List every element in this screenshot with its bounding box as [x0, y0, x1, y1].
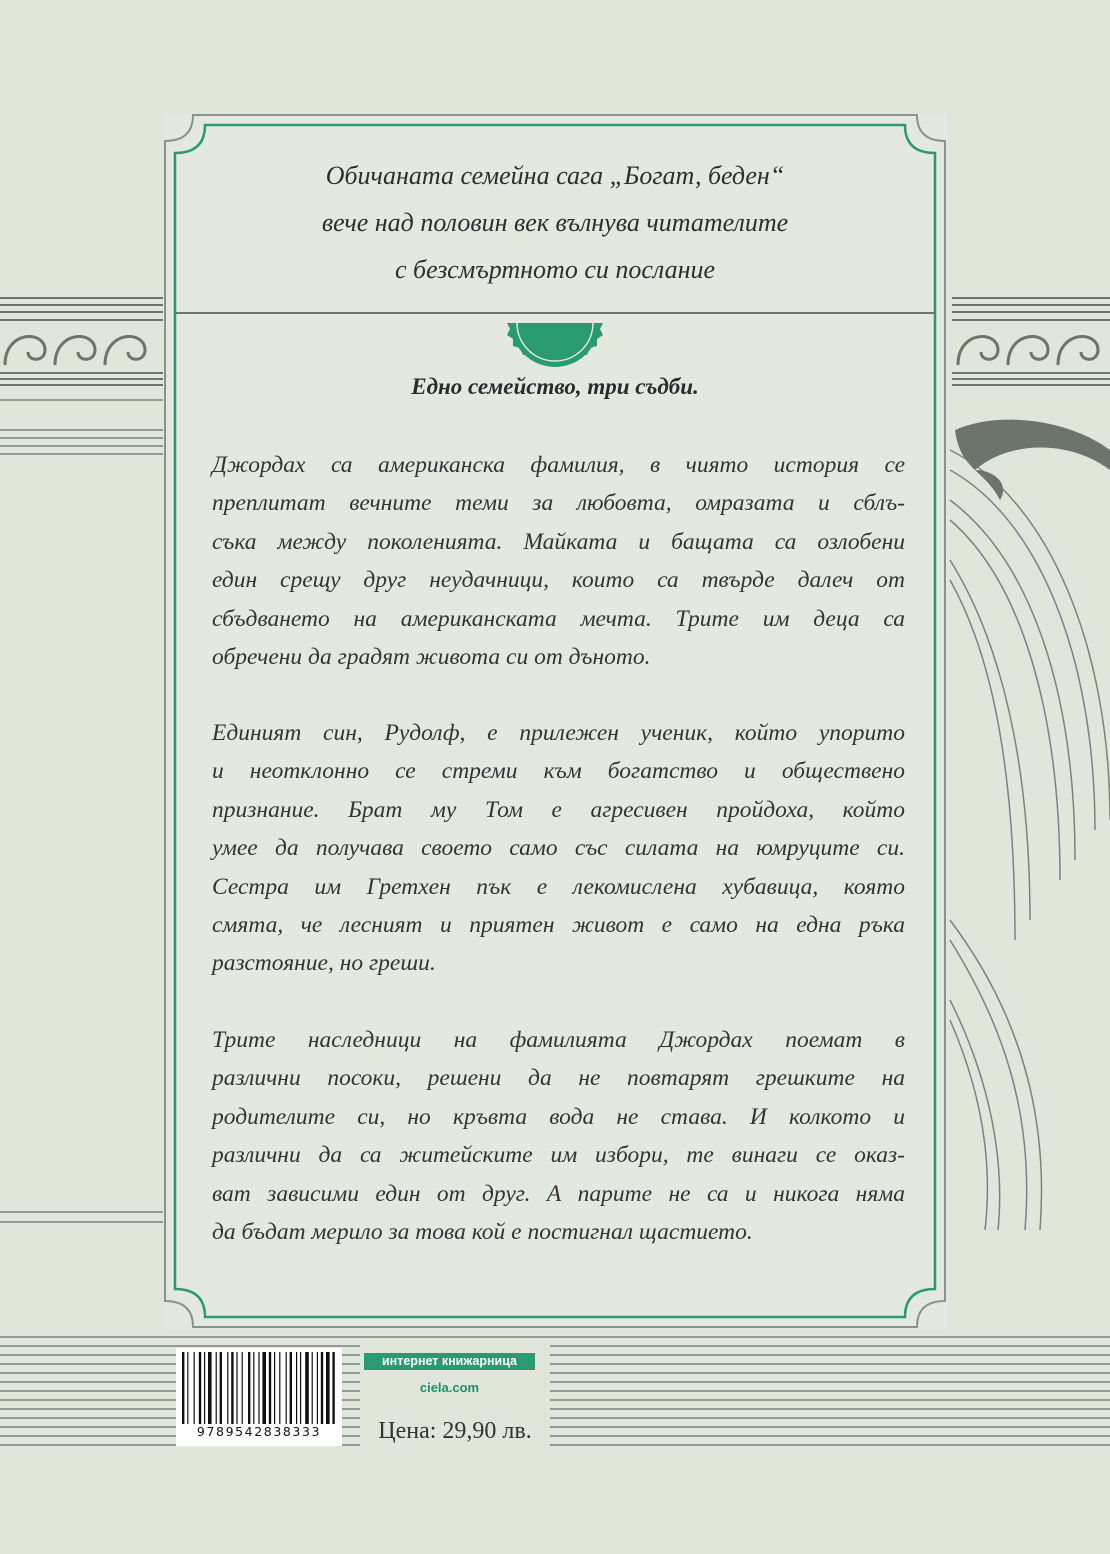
tagline: [195, 152, 915, 293]
paragraph-3: [212, 1021, 905, 1251]
barcode-bar: [312, 1352, 313, 1424]
text-line: да бъдат мерило за това кой е постигнал щастието.: [212, 1218, 753, 1245]
text-line: различни посоки, решени да не повтарят грешките на: [212, 1065, 905, 1092]
tagline-line: с безсмъртното си послание: [394, 255, 716, 284]
paragraph-2: [212, 714, 905, 983]
barcode-bar: [286, 1352, 287, 1424]
price: Цена: 29,90 лв.: [378, 1418, 532, 1444]
tagline-line: вече над половин век вълнува читателите: [321, 208, 789, 237]
barcode-bar: [208, 1352, 212, 1424]
barcode-bar: [236, 1352, 237, 1424]
text-line: преплитат вечните теми за любовта, омразата и сблъ-: [212, 490, 905, 517]
barcode-bar: [279, 1352, 280, 1424]
barcode-bar: [274, 1352, 275, 1424]
barcode-bar: [231, 1352, 233, 1424]
barcode-bar: [321, 1352, 323, 1424]
text-line: ват зависими един от друг. А парите не са и никога няма: [212, 1180, 905, 1207]
barcode-bar: [269, 1352, 271, 1424]
text-line: родителите си, но кръвта вода не става. И колкото и: [212, 1103, 905, 1130]
text-line: Трите наследници на фамилията Джордах поемат в: [212, 1027, 905, 1053]
text-line: съка между поколенията. Майката и бащата са озлобени: [212, 528, 905, 555]
text-line: признание. Брат му Том е агресивен пройдоха, който: [212, 796, 905, 823]
barcode-bar: [220, 1352, 222, 1424]
text-line: Единият син, Рудолф, е прилежен ученик, който упорито: [212, 720, 905, 746]
barcode-bar: [296, 1352, 297, 1424]
paragraph-1: [212, 446, 905, 676]
barcode-bar: [248, 1352, 250, 1424]
shop-url[interactable]: ciela.com: [419, 1380, 480, 1395]
barcode-bar: [305, 1352, 309, 1424]
barcode-bar: [326, 1352, 330, 1424]
barcode-bar: [290, 1352, 292, 1424]
isbn-number: 9789542838333: [196, 1424, 322, 1439]
shop-badge: интернет книжарница: [364, 1353, 535, 1370]
text-line: умее да получава своето само със силата на юмруците си.: [212, 835, 905, 862]
barcode-bar: [258, 1352, 259, 1424]
text-line: Джордах са американска фамилия, в чиято история се: [212, 452, 905, 478]
barcode-bar: [216, 1352, 217, 1424]
text-line: разстояние, но греши.: [212, 950, 436, 977]
barcode-bar: [194, 1352, 195, 1424]
barcode-bar: [182, 1352, 184, 1424]
tagline-line: Обичаната семейна сага „Богат, беден“: [325, 161, 785, 190]
text-line: обречени да градят живота си от дъното.: [212, 643, 651, 670]
barcode-bar: [317, 1352, 318, 1424]
barcode-bar: [204, 1352, 205, 1424]
text-line: сбъдването на американската мечта. Трите им деца са: [212, 605, 905, 632]
barcode-bar: [199, 1352, 201, 1424]
text-line: различни да са житейските им избори, те винаги се оказ-: [212, 1142, 905, 1169]
barcode-bar: [262, 1352, 266, 1424]
text-line: смята, че лесният и приятен живот е само на една ръка: [212, 911, 905, 938]
barcode-bar: [300, 1352, 301, 1424]
subtitle: Едно семейство, три съдби.: [411, 374, 699, 399]
barcode-bar: [332, 1352, 334, 1424]
barcode-bar: [227, 1352, 228, 1424]
barcode-bar: [253, 1352, 254, 1424]
barcode-bar: [242, 1352, 243, 1424]
barcode-bar: [187, 1352, 188, 1424]
text-line: и неотклонно се стреми към богатство и обществено: [212, 758, 905, 785]
barcode-bars: [176, 1348, 342, 1428]
text-line: един срещу друг неудачници, които са твърде далеч от: [212, 567, 905, 594]
text-line: Сестра им Гретхен пък е лекомислена хубавица, която: [212, 873, 905, 900]
